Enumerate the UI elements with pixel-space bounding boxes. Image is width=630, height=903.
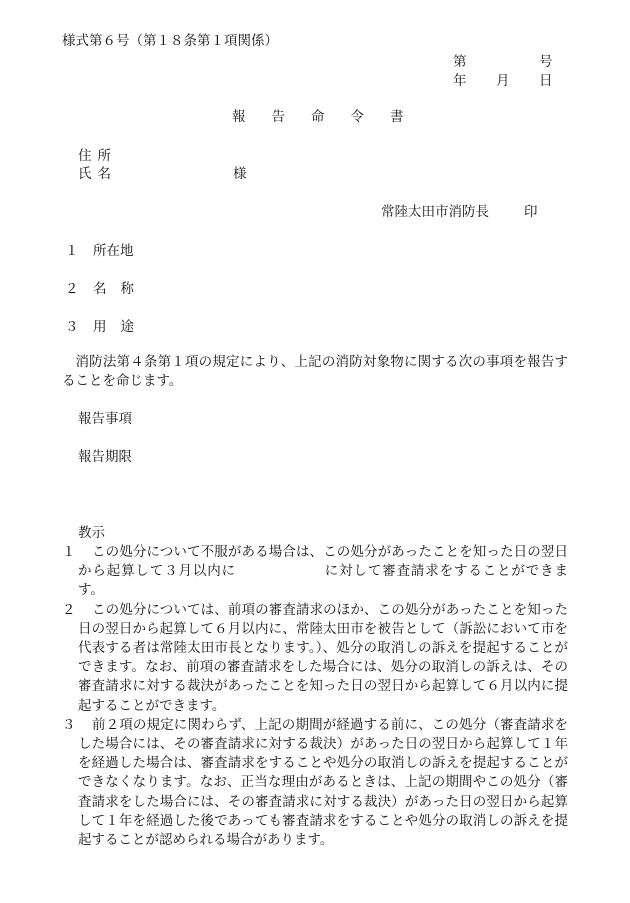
notice-item — [62, 543, 568, 601]
notice-item-number: １ — [62, 544, 76, 560]
date-day: 日 — [539, 73, 553, 89]
notice-item — [62, 716, 568, 850]
title-char: 書 — [390, 109, 404, 125]
issuer-seal: 印 — [524, 204, 538, 220]
notice-heading: 教示 — [78, 525, 105, 541]
recipient-honorific: 様 — [233, 166, 247, 182]
item-usage — [65, 319, 148, 335]
notice-item-text: 前２項の規定に関わらず、上記の期間が経過する前に、この処分（審査請求をした場合には、その審査請求に対する裁決）があった日の翌日から起算して１年を経過した場合は、審査請求をすることや処分の取消しの訴えを提起することができなくなります。なお、正当な理由があるときは、上記の期間やこの処分（審査請求をした場合には、その審査請求に対する裁決）があった日の翌日から起算して１年を経過した後であっても審査請求をすることや処分の取消しの訴えを提起することが認められる場合があります。 — [78, 716, 568, 849]
recipient-name-label: 氏名 — [78, 166, 117, 182]
title-char: 報 — [232, 109, 246, 125]
doc-number-prefix: 第 — [453, 54, 467, 70]
document-title — [232, 109, 404, 125]
issuer-name: 常陸太田市消防長 — [381, 204, 489, 220]
item-label: 用途 — [93, 319, 148, 335]
item-number: ３ — [65, 319, 79, 335]
item-number: １ — [65, 243, 79, 259]
notice-item-number: ２ — [62, 601, 76, 618]
notice-text-after-blank: に対して審査請求をすることができます。 — [78, 563, 569, 599]
item-label: 名称 — [93, 281, 148, 297]
order-text: 消防法第４条第１項の規定により、上記の消防対象物に関する次の事項を報告することを命じます。 — [62, 354, 568, 389]
notice-text-before-blank: この処分について不服がある場合は、この処分があったことを知った日の翌日から起算して３月以内に — [78, 544, 568, 580]
recipient-address-label: 住所 — [78, 148, 117, 164]
item-number: ２ — [65, 281, 79, 297]
item-name — [65, 281, 148, 297]
item-location — [65, 243, 134, 259]
report-deadline-label: 報告期限 — [78, 449, 132, 465]
doc-number-suffix: 号 — [539, 54, 553, 70]
date-year: 年 — [453, 73, 467, 89]
notice-item-text: この処分については、前項の審査請求のほか、この処分があったことを知った日の翌日から起算して６月以内に、常陸太田市を被告として（訴訟において市を代表する者は常陸太田市長となります。）、処分の取消しの訴えを提起することができます。なお、前項の審査請求をした場合には、処分の取消しの訴えは、その審査請求に対する裁決があったことを知った日の翌日から起算して６月以内に提起することができます。 — [78, 601, 568, 714]
notice-item-text — [78, 543, 568, 601]
title-char: 告 — [271, 109, 285, 125]
notice-item — [62, 601, 568, 716]
date-month: 月 — [496, 73, 510, 89]
notice-item-number: ３ — [62, 716, 76, 733]
item-label: 所在地 — [93, 243, 134, 259]
notice-list — [62, 543, 568, 850]
report-matters-label: 報告事項 — [78, 411, 132, 427]
title-char: 令 — [350, 109, 364, 125]
form-label: 様式第６号（第１８条第１項関係） — [62, 33, 278, 49]
title-char: 命 — [311, 109, 325, 125]
